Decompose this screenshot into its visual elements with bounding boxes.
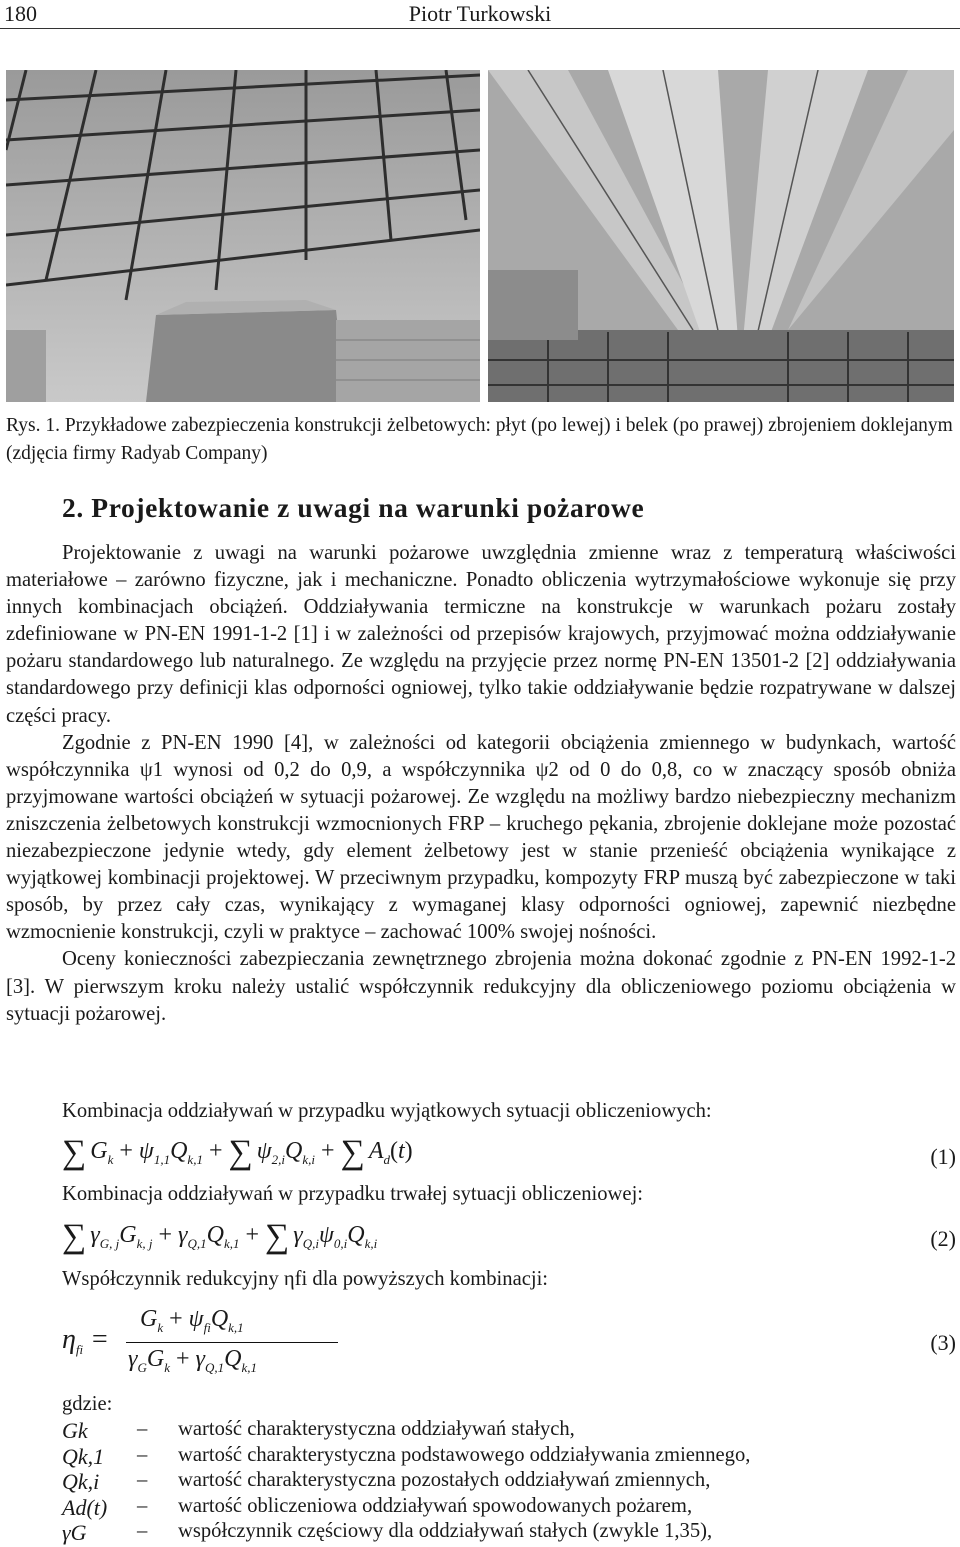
photo-beams-frp-strips: [488, 70, 954, 402]
definition-symbol: Ad(t): [62, 1494, 108, 1520]
definition-symbol: Qk,i: [62, 1469, 100, 1494]
paragraph: Oceny konieczności zabezpieczania zewnętrznego zbrojenia można dokonać zgodnie z PN-EN 1992-1-2 [3]. W pierwszym kroku należy ustalić współczynnik redukcyjny dla obliczeniowego poziomu obciążenia w sytuacji pożarowej.: [6, 948, 956, 1025]
definition-text: wartość charakterystyczna oddziaływań stałych,: [178, 1418, 575, 1440]
figure-caption: Rys. 1. Przykładowe zabezpieczenia konstrukcji żelbetowych: płyt (po lewej) i belek (po prawej) zbrojeniem doklejanym (zdjęcia firmy Radyab Company): [6, 415, 953, 464]
equation-1-intro: Kombinacja oddziaływań w przypadku wyjątkowych sytuacji obliczeniowych:: [62, 1100, 712, 1122]
definition-text: wartość charakterystyczna podstawowego oddziaływania zmiennego,: [178, 1443, 751, 1466]
body-text: [6, 540, 956, 1028]
definition-text: wartość obliczeniowa oddziaływań spowodowanych pożarem,: [178, 1494, 693, 1517]
equation-2-intro: Kombinacja oddziaływań w przypadku trwałej sytuacji obliczeniowej:: [62, 1183, 644, 1205]
running-head-author: Piotr Turkowski: [408, 1, 552, 26]
equation-3-number: (3): [930, 1330, 956, 1355]
definition-symbol: Qk,1: [62, 1443, 105, 1469]
equation-2: ∑ $\gamma_{G, j}G_{k, j} + \gamma_{Q,1}Q_{k,1}$ + ∑ $\gamma_{Q,i}\psi_{0,i}Q_{k,i}$: [62, 1218, 378, 1255]
equation-1: ∑ $G_k + \psi_{1,1}Q_{k,1}$ + ∑ $\psi_{2,i}Q_{k,i}$ + ∑ $A_d(t)$: [62, 1134, 413, 1171]
definition-symbol: Gk: [62, 1418, 88, 1443]
definition-dash: –: [137, 1494, 148, 1517]
definitions-label: gdzie:: [62, 1393, 113, 1415]
definition-dash: –: [137, 1418, 148, 1440]
definition-text: współczynnik częściowy dla oddziaływań stałych (zwykle 1,35),: [178, 1520, 713, 1542]
equation-2-number: (2): [930, 1226, 956, 1251]
paragraph: Projektowanie z uwagi na warunki pożarowe uwzględnia zmienne wraz z temperaturą właściwości materiałowe – zarówno fizyczne, jak i mechaniczne. Ponadto obliczenia wytrzymałościowe wykonuje się przy innych kombinacjach obciążeń. Oddziaływania termiczne na konstrukcje w warunkach pożaru zostały zdefiniowane w PN-EN 1991-1-2 [1] i w zależności od przepisów krajowych, przyjmować można oddziaływanie pożaru standardowego lub naturalnego. Ze względu na przyjęcie przez normę PN-EN 13501-2 [2] oddziaływania standardowego przy definicji klas odporności ogniowej, tylko takie oddziaływanie będzie rozpatrywane w dalszej części pracy.: [6, 542, 956, 727]
definition-text: wartość charakterystyczna pozostałych oddziaływań zmiennych,: [178, 1469, 711, 1491]
section-title: 2. Projektowanie z uwagi na warunki pożarowe: [62, 492, 645, 523]
definition-dash: –: [137, 1520, 148, 1542]
definition-symbol: γG: [62, 1520, 87, 1545]
page-number: 180: [4, 1, 37, 26]
equation-1-number: (1): [930, 1144, 956, 1169]
definition-dash: –: [137, 1469, 148, 1491]
page-header: [0, 0, 960, 29]
paragraph: Zgodnie z PN-EN 1990 [4], w zależności od kategorii obciążenia zmiennego w budynkach, wartość współczynnika ψ1 wynosi od 0,2 do 0,9, a współczynnika ψ2 od 0 do 0,8, co w znaczący sposób obniża przyjmowane wartości obciążeń w sytuacji pożarowej. Ze względu na możliwy bardzo niebezpieczny mechanizm zniszczenia żelbetowych konstrukcji wzmocnionych FRP – kruchego pękania, zbrojenie doklejane może pozostać niezabezpieczone jedynie wtedy, gdy element żelbetowy jest w stanie przenieść obciążenia wynikające z wyjątkowej kombinacji projektowej. W przeciwnym przypadku, kompozyty FRP muszą być zabezpieczone w taki sposób, by przez cały czas, wynikający z wymaganej klasy odporności ogniowej, zapewnić niezbędne wzmocnienie konstrukcji, czyli w praktyce – zachować 100% swojej nośności.: [6, 731, 956, 944]
definition-dash: –: [137, 1443, 148, 1466]
equation-3-intro: Współczynnik redukcyjny ηfi dla powyższych kombinacji:: [62, 1268, 549, 1290]
photo-slab-frp-grid: [6, 70, 480, 402]
